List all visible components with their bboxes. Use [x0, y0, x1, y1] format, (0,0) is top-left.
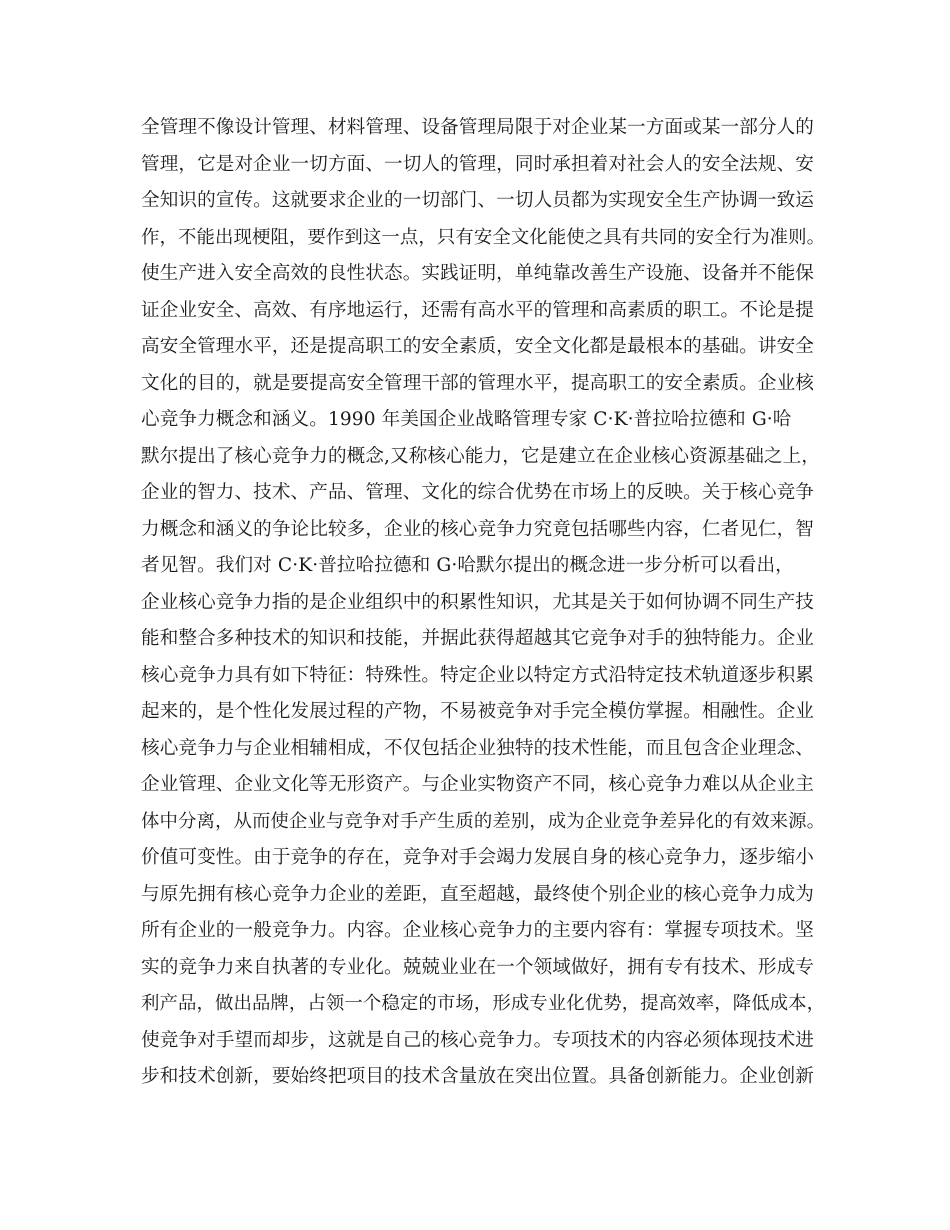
body-text [141, 110, 831, 1096]
text-line: 作，不能出现梗阻，要作到这一点，只有安全文化能使之具有共同的安全行为准则。 [141, 226, 826, 248]
text-line: 企业核心竞争力指的是企业组织中的积累性知识，尤其是关于如何协调不同生产技 [141, 591, 814, 613]
text-line: 管理，它是对企业一切方面、一切人的管理，同时承担着对社会人的安全法规、安 [141, 153, 814, 175]
text-line: 证企业安全、高效、有序地运行，还需有高水平的管理和高素质的职工。不论是提 [141, 299, 814, 321]
text-line: 使生产进入安全高效的良性状态。实践证明，单纯靠改善生产设施、设备并不能保 [141, 263, 814, 284]
text-line: 全管理不像设计管理、材料管理、设备管理局限于对企业某一方面或某一部分人的 [141, 117, 814, 138]
text-line: 力概念和涵义的争论比较多，企业的核心竞争力究竟包括哪些内容，仁者见仁，智 [141, 518, 814, 540]
text-line: 企业管理、企业文化等无形资产。与企业实物资产不同，核心竞争力难以从企业主 [141, 774, 814, 795]
text-line: 默尔提出了核心竞争力的概念,又称核心能力，它是建立在企业核心资源基础之上， [141, 445, 820, 467]
text-line: 文化的目的，就是要提高安全管理干部的管理水平，提高职工的安全素质。企业核 [141, 372, 814, 394]
text-line: 步和技术创新，要始终把项目的技术含量放在突出位置。具备创新能力。企业创新 [141, 1066, 814, 1087]
text-line: 高安全管理水平，还是提高职工的安全素质，安全文化都是最根本的基础。讲安全 [141, 336, 814, 357]
text-line: 心竞争力概念和涵义。1990 年美国企业战略管理专家 C·K·普拉哈拉德和 G·哈 [141, 409, 792, 430]
text-line: 使竞争对手望而却步，这就是自己的核心竞争力。专项技术的内容必须体现技术进 [141, 1029, 814, 1051]
text-line: 利产品，做出品牌，占领一个稳定的市场，形成专业化优势，提高效率，降低成本， [141, 993, 826, 1014]
text-line: 起来的，是个性化发展过程的产物，不易被竞争对手完全模仿掌握。相融性。企业 [141, 701, 814, 722]
text-line: 全知识的宣传。这就要求企业的一切部门、一切人员都为实现安全生产协调一致运 [141, 190, 814, 211]
text-line: 体中分离，从而使企业与竞争对手产生质的差别，成为企业竞争差异化的有效来源。 [141, 810, 826, 832]
text-line: 能和整合多种技术的知识和技能，并据此获得超越其它竞争对手的独特能力。企业 [141, 628, 814, 649]
text-line: 与原先拥有核心竞争力企业的差距，直至超越，最终使个别企业的核心竞争力成为 [141, 883, 814, 905]
text-line: 核心竞争力与企业相辅相成，不仅包括企业独特的技术性能，而且包含企业理念、 [141, 737, 814, 759]
text-line: 价值可变性。由于竞争的存在，竞争对手会竭力发展自身的核心竞争力，逐步缩小 [141, 847, 814, 868]
text-line: 实的竞争力来自执著的专业化。兢兢业业在一个领域做好，拥有专有技术、形成专 [141, 956, 814, 978]
text-line: 企业的智力、技术、产品、管理、文化的综合优势在市场上的反映。关于核心竞争 [141, 482, 814, 503]
text-line: 者见智。我们对 C·K·普拉哈拉德和 G·哈默尔提出的概念进一步分析可以看出， [141, 555, 794, 576]
text-line: 所有企业的一般竞争力。内容。企业核心竞争力的主要内容有：掌握专项技术。坚 [141, 920, 814, 941]
text-line: 核心竞争力具有如下特征：特殊性。特定企业以特定方式沿特定技术轨道逐步积累 [141, 664, 814, 686]
